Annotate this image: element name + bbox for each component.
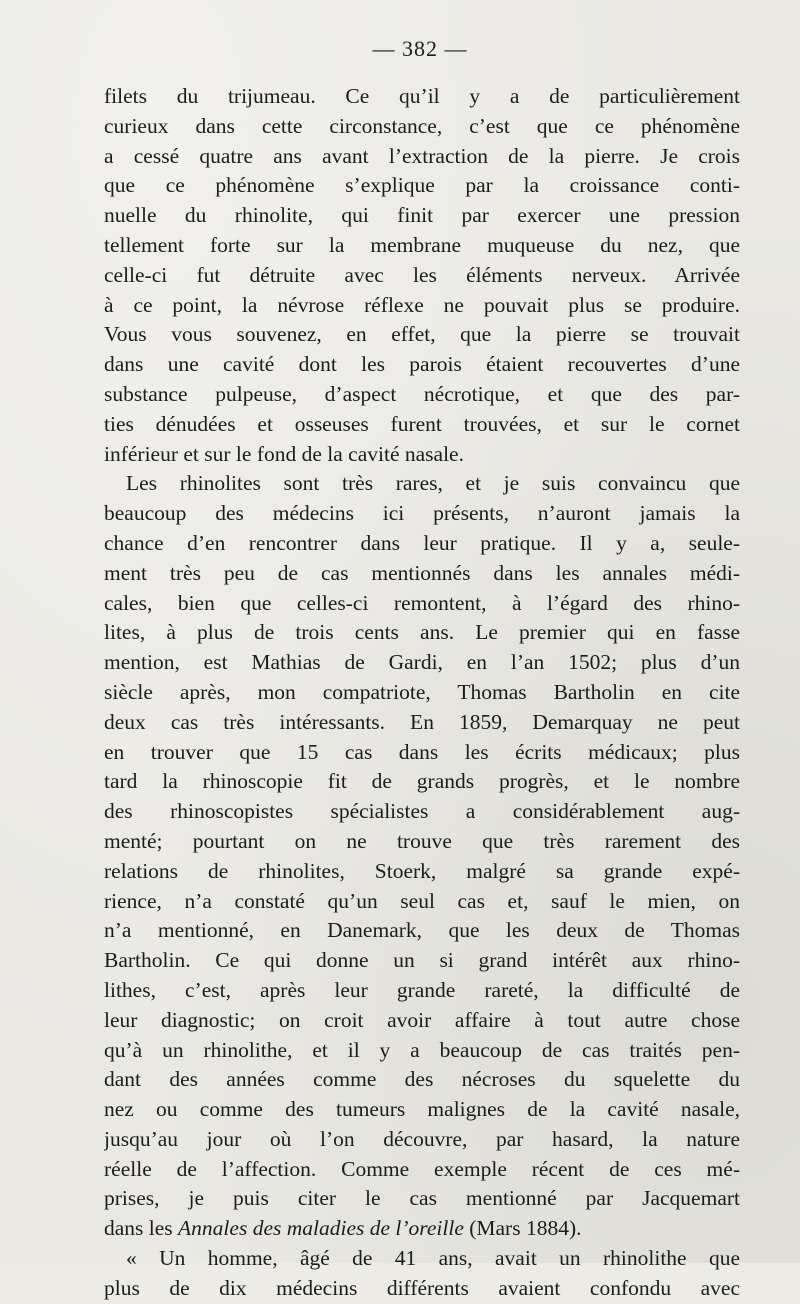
text-line: Les rhinolites sont très rares, et je suis convaincu que xyxy=(126,471,740,496)
citation-prefix: dans les xyxy=(104,1216,179,1241)
text-line: rience, n’a constaté qu’un seul cas et, sauf le mien, on xyxy=(104,888,740,913)
text-line: jusqu’au jour où l’on découvre, par hasard, la nature xyxy=(104,1126,740,1151)
text-line: en trouver que 15 cas dans les écrits médicaux; plus xyxy=(104,739,740,764)
text-line-citation xyxy=(104,1214,740,1244)
text-line: celle-ci fut détruite avec les éléments nerveux. Arrivée xyxy=(104,262,740,287)
text-line: réelle de l’affection. Comme exemple récent de ces mé- xyxy=(104,1156,740,1181)
text-line: dant des années comme des nécroses du squelette du xyxy=(104,1067,740,1092)
text-line: relations de rhinolites, Stoerk, malgré sa grande expé- xyxy=(104,858,740,883)
text-line: prises, je puis citer le cas mentionné par Jacquemart xyxy=(104,1186,740,1211)
text-line: plus de dix médecins différents avaient confondu avec xyxy=(104,1275,740,1300)
text-line: chance d’en rencontrer dans leur pratique. Il y a, seule- xyxy=(104,530,740,555)
text-line: leur diagnostic; on croit avoir affaire à tout autre chose xyxy=(104,1007,740,1032)
text-line: dans une cavité dont les parois étaient recouvertes d’une xyxy=(104,352,740,377)
text-line: Bartholin. Ce qui donne un si grand intérêt aux rhino- xyxy=(104,948,740,973)
text-line: n’a mentionné, en Danemark, que les deux de Thomas xyxy=(104,918,740,943)
text-line: nez ou comme des tumeurs malignes de la cavité nasale, xyxy=(104,1097,740,1122)
text-line: beaucoup des médecins ici présents, n’auront jamais la xyxy=(104,501,740,526)
text-line: tellement forte sur la membrane muqueuse du nez, que xyxy=(104,232,740,257)
text-line: a cessé quatre ans avant l’extraction de la pierre. Je crois xyxy=(104,143,740,168)
text-line: menté; pourtant on ne trouve que très rarement des xyxy=(104,828,740,853)
text-line: tard la rhinoscopie fit de grands progrès, et le nombre xyxy=(104,769,740,794)
text-line: ment très peu de cas mentionnés dans les annales médi- xyxy=(104,560,740,585)
text-line: lites, à plus de trois cents ans. Le premier qui en fasse xyxy=(104,620,740,645)
text-line: « Un homme, âgé de 41 ans, avait un rhinolithe que xyxy=(126,1246,740,1271)
text-line: siècle après, mon compatriote, Thomas Bartholin en cite xyxy=(104,679,740,704)
page-number: — 382 — xyxy=(372,36,468,61)
text-line: à ce point, la névrose réflexe ne pouvait plus se produire. xyxy=(104,292,740,317)
text-line: cales, bien que celles-ci remontent, à l’égard des rhino- xyxy=(104,590,740,615)
text-line: ties dénudées et osseuses furent trouvées, et sur le cornet xyxy=(104,411,740,436)
text-line: filets du trijumeau. Ce qu’il y a de particulièrement xyxy=(104,84,740,108)
citation-suffix: (Mars 1884). xyxy=(463,1216,582,1241)
text-line: des rhinoscopistes spécialistes a considérablement aug- xyxy=(104,799,740,824)
text-line: nuelle du rhinolite, qui finit par exercer une pression xyxy=(104,203,740,228)
text-line: mention, est Mathias de Gardi, en l’an 1502; plus d’un xyxy=(104,650,740,675)
text-line: substance pulpeuse, d’aspect nécrotique, et que des par- xyxy=(104,381,740,406)
text-line: que ce phénomène s’explique par la croissance conti- xyxy=(104,173,740,198)
journal-title: Annales des maladies de l’oreille xyxy=(178,1216,464,1241)
text-line: inférieur et sur le fond de la cavité nasale. xyxy=(104,441,464,466)
body-text xyxy=(104,82,740,1304)
text-line: lithes, c’est, après leur grande rareté, la difficulté de xyxy=(104,977,740,1002)
text-line: curieux dans cette circonstance, c’est que ce phénomène xyxy=(104,113,740,138)
text-line: deux cas très intéressants. En 1859, Demarquay ne peut xyxy=(104,709,740,734)
text-line: qu’à un rhinolithe, et il y a beaucoup de cas traités pen- xyxy=(104,1037,740,1062)
text-line: Vous vous souvenez, en effet, que la pierre se trouvait xyxy=(104,322,740,347)
